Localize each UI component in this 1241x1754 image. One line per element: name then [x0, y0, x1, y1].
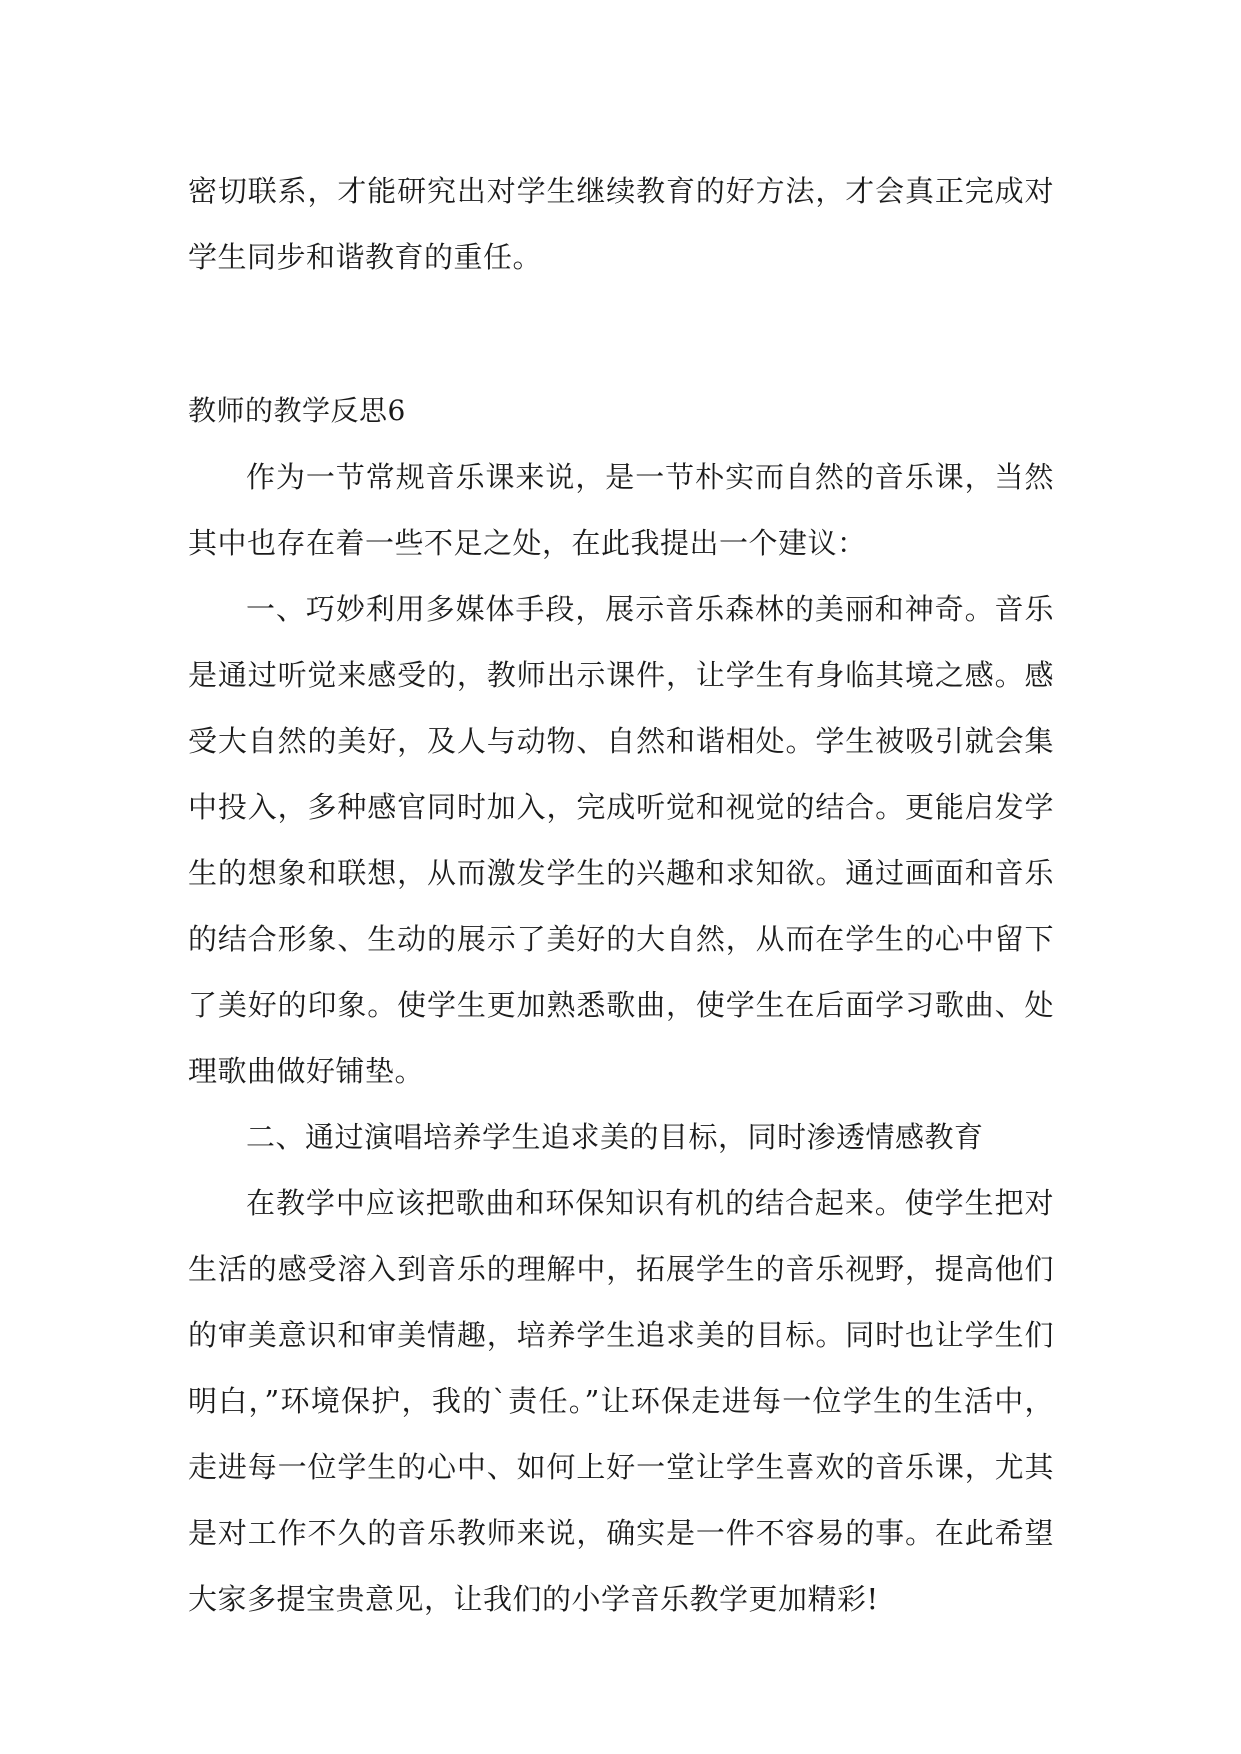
section-spacer	[188, 290, 1054, 378]
intro-paragraph: 密切联系，才能研究出对学生继续教育的好方法，才会真正完成对学生同步和谐教育的重任。	[188, 174, 1054, 274]
section-title: 教师的教学反思6	[188, 394, 406, 427]
paragraph-2: 一、巧妙利用多媒体手段，展示音乐森林的美丽和神奇。音乐是通过听觉来感受的，教师出示课件，让学生有身临其境之感。感受大自然的美好，及人与动物、自然和谐相处。学生被吸引就会集中投入，多种感官同时加入，完成听觉和视觉的结合。更能启发学生的想象和联想，从而激发学生的兴趣和求知欲。通过画面和音乐的结合形象、生动的展示了美好的大自然，从而在学生的心中留下了美好的印象。使学生更加熟悉歌曲，使学生在后面学习歌曲、处理歌曲做好铺垫。	[188, 592, 1054, 1088]
paragraph-3-subheading: 二、通过演唱培养学生追求美的目标，同时渗透情感教育	[246, 1120, 984, 1154]
paragraph-1: 作为一节常规音乐课来说，是一节朴实而自然的音乐课，当然其中也存在着一些不足之处，在此我提出一个建议：	[188, 460, 1054, 560]
paragraph-4: 在教学中应该把歌曲和环保知识有机的结合起来。使学生把对生活的感受溶入到音乐的理解中，拓展学生的音乐视野，提高他们的审美意识和审美情趣，培养学生追求美的目标。同时也让学生们明白，”环境保护，我的`责任。”让环保走进每一位学生的生活中，走进每一位学生的心中、如何上好一堂让学生喜欢的音乐课，尤其是对工作不久的音乐教师来说，确实是一件不容易的事。在此希望大家多提宝贵意见，让我们的小学音乐教学更加精彩!	[188, 1186, 1054, 1616]
document-body	[188, 158, 1054, 1632]
